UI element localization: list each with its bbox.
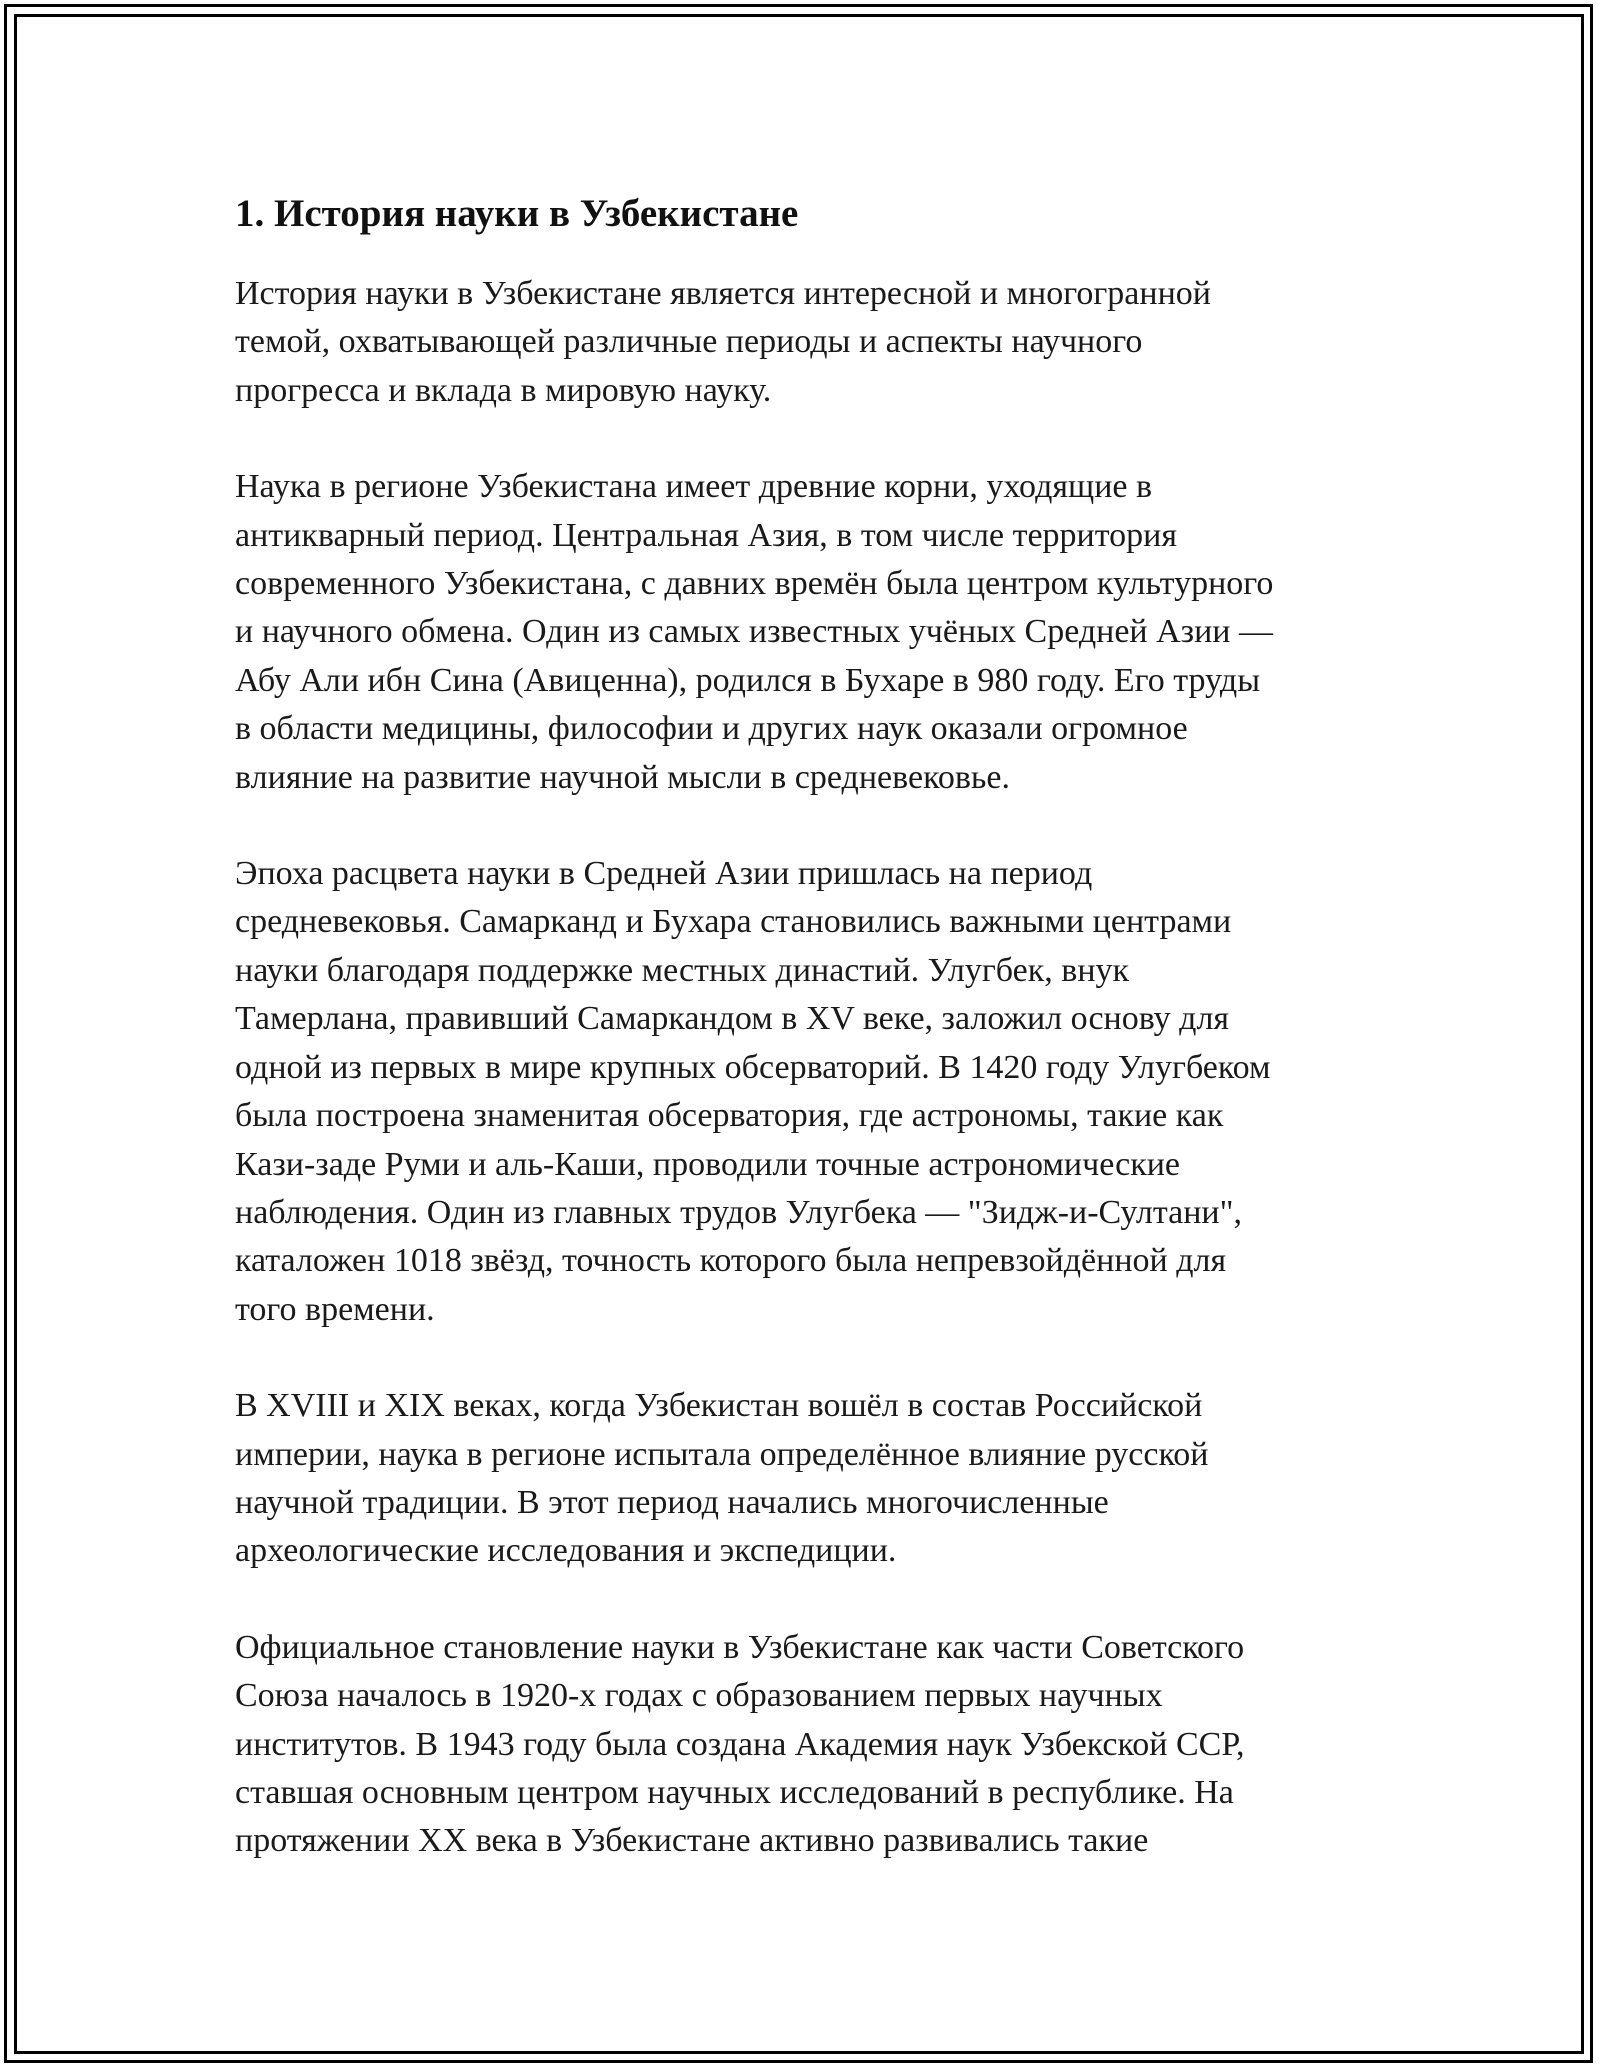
paragraph-line: была построена знаменитая обсерватория, где астрономы, такие как <box>235 1097 1224 1135</box>
paragraph-line: научной традиции. В этот период начались многочисленные <box>235 1483 1109 1521</box>
paragraph-line: институтов. В 1943 году была создана Академия наук Узбекской ССР, <box>235 1725 1245 1763</box>
paragraph-line: влияние на развитие научной мысли в средневековье. <box>235 758 1011 796</box>
paragraph-line: ставшая основным центром научных исследований в республике. На <box>235 1773 1234 1811</box>
paragraph-line: Эпоха расцвета науки в Средней Азии пришлась на период <box>235 855 1093 893</box>
paragraph-line: прогресса и вклада в мировую науку. <box>235 371 772 409</box>
paragraph-line: империи, наука в регионе испытала определённое влияние русской <box>235 1435 1209 1473</box>
paragraph-line: Тамерлана, правивший Самаркандом в XV веке, заложил основу для <box>235 1000 1230 1038</box>
paragraph-line: Кази-заде Руми и аль-Каши, проводили точные астрономические <box>235 1145 1181 1183</box>
section-heading: 1. История науки в Узбекистане <box>235 192 799 235</box>
paragraph-line: протяжении XX века в Узбекистане активно развивались такие <box>235 1822 1149 1860</box>
paragraph-line: того времени. <box>235 1290 435 1328</box>
paragraph-line: Наука в регионе Узбекистана имеет древние корни, уходящие в <box>235 468 1153 506</box>
paragraph-line: Официальное становление науки в Узбекистане как части Советского <box>235 1628 1245 1666</box>
paragraph-line: Союза началось в 1920-х годах с образованием первых научных <box>235 1677 1163 1715</box>
paragraph-4 <box>235 1382 1375 1576</box>
paragraph-line: антикварный период. Центральная Азия, в том числе территория <box>235 516 1177 554</box>
paragraph-line: В XVIII и XIX веках, когда Узбекистан вошёл в состав Российской <box>235 1387 1203 1425</box>
paragraph-line: науки благодаря поддержке местных династий. Улугбек, внук <box>235 951 1130 989</box>
paragraph-line: современного Узбекистана, с давних времён была центром культурного <box>235 565 1274 603</box>
paragraph-line: археологические исследования и экспедиции. <box>235 1532 897 1570</box>
paragraph-1 <box>235 270 1375 415</box>
paragraph-line: одной из первых в мире крупных обсерваторий. В 1420 году Улугбеком <box>235 1048 1271 1086</box>
document-body <box>235 186 1375 1914</box>
paragraph-line: Абу Али ибн Сина (Авиценна), родился в Бухаре в 980 году. Его труды <box>235 661 1261 699</box>
paragraph-line: темой, охватывающей различные периоды и аспекты научного <box>235 323 1143 361</box>
paragraph-line: в области медицины, философии и других наук оказали огромное <box>235 710 1188 748</box>
paragraph-line: каталожен 1018 звёзд, точность которого была непревзойдённой для <box>235 1242 1227 1280</box>
paragraph-5 <box>235 1624 1375 1866</box>
paragraph-line: наблюдения. Один из главных трудов Улугбека — "Зидж-и-Султани", <box>235 1193 1242 1231</box>
paragraph-3 <box>235 850 1375 1334</box>
paragraph-line: История науки в Узбекистане является интересной и многогранной <box>235 275 1211 312</box>
paragraph-line: средневековья. Самарканд и Бухара становились важными центрами <box>235 903 1232 941</box>
paragraph-line: и научного обмена. Один из самых известных учёных Средней Азии — <box>235 613 1273 651</box>
paragraph-2 <box>235 463 1375 802</box>
